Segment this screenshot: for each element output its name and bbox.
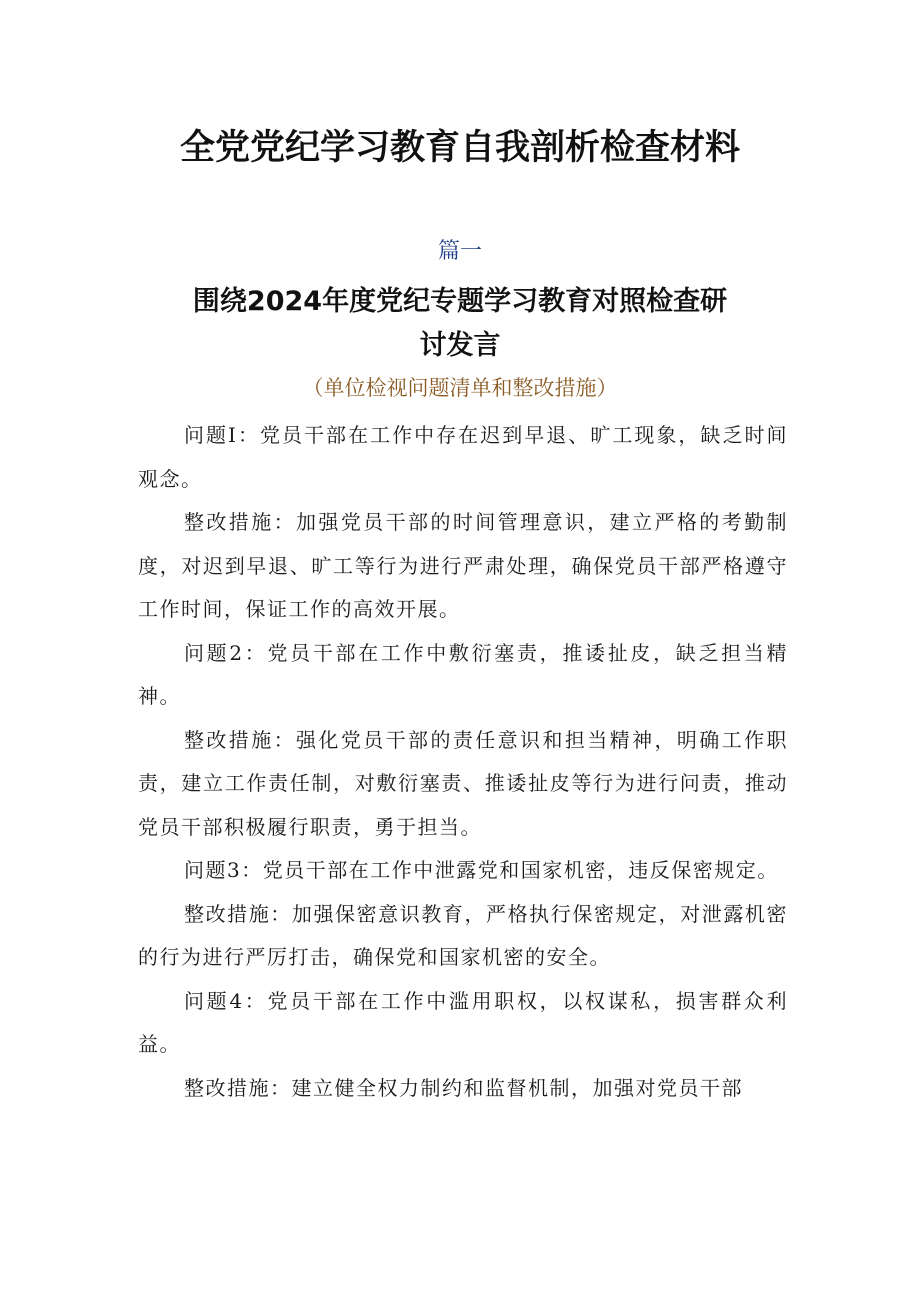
measure-4-paragraph: 整改措施：建立健全权力制约和监督机制，加强对党员干部 <box>184 1075 743 1100</box>
document-body <box>138 414 788 1110</box>
section-title: 围绕2024年度党纪专题学习教育对照检查研讨发言 <box>192 286 728 361</box>
document-title: 全党党纪学习教育自我剖析检查材料 <box>179 128 740 168</box>
measure-3-paragraph: 整改措施：加强保密意识教育，严格执行保密规定，对泄露机密的行为进行严厉打击，确保党和国家机密的安全。 <box>138 901 788 969</box>
problem-1-paragraph: 问题Ⅰ：党员干部在工作中存在迟到早退、旷工现象，缺乏时间观念。 <box>138 423 788 491</box>
problem-3-paragraph: 问题3：党员干部在工作中泄露党和国家机密，违反保密规定。 <box>184 858 779 882</box>
section-label: 篇一 <box>437 239 482 264</box>
measure-1-paragraph: 整改措施：加强党员干部的时间管理意识，建立严格的考勤制度，对迟到早退、旷工等行为进行严肃处理，确保党员干部严格遵守工作时间，保证工作的高效开展。 <box>138 510 788 621</box>
section-subtitle: （单位检视问题清单和整改措施） <box>302 376 618 400</box>
problem-4-paragraph: 问题4：党员干部在工作中滥用职权，以权谋私，损害群众利益。 <box>138 988 788 1056</box>
measure-2-paragraph: 整改措施：强化党员干部的责任意识和担当精神，明确工作职责，建立工作责任制，对敷衍塞责、推诿扯皮等行为进行问责，推动党员干部积极履行职责，勇于担当。 <box>138 727 788 839</box>
problem-2-paragraph: 问题2：党员干部在工作中敷衍塞责，推诿扯皮，缺乏担当精神。 <box>138 640 788 708</box>
